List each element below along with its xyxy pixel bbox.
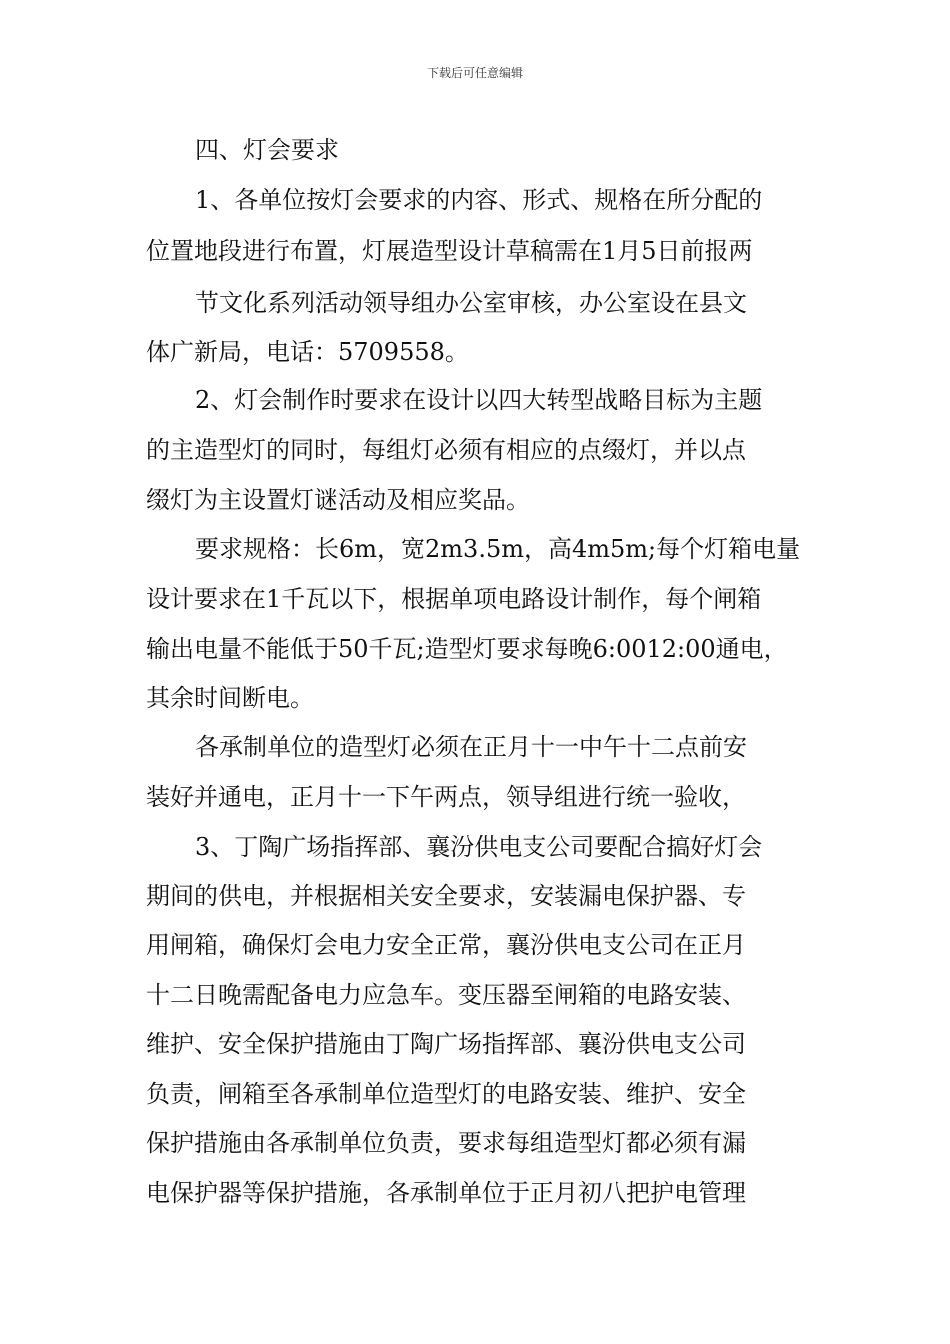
text-line: 负责，闸箱至各承制单位造型灯的电路安装、维护、安全 [146,1080,746,1108]
text-line: 设计要求在1千瓦以下，根据单项电路设计制作，每个闸箱 [146,585,762,613]
text-line: 位置地段进行布置，灯展造型设计草稿需在1月5日前报两 [146,237,753,265]
text-line: 期间的供电，并根据相关安全要求，安装漏电保护器、专 [146,882,746,910]
text-line: 的主造型灯的同时，每组灯必须有相应的点缀灯，并以点 [146,436,746,464]
text-line: 2、灯会制作时要求在设计以四大转型战略目标为主题 [195,386,763,414]
text-line: 要求规格：长6m，宽2m3.5m，高4m5m;每个灯箱电量 [195,535,801,563]
text-line: 电保护器等保护措施，各承制单位于正月初八把护电管理 [146,1179,746,1207]
text-line: 用闸箱，确保灯会电力安全正常，襄汾供电支公司在正月 [146,931,746,959]
text-line: 装好并通电，正月十一下午两点，领导组进行统一验收， [146,783,746,811]
text-line: 各承制单位的造型灯必须在正月十一中午十二点前安 [195,733,747,761]
text-line: 十二日晚需配备电力应急车。变压器至闸箱的电路安装、 [146,981,746,1009]
text-line: 体广新局，电话：5709558。 [146,338,469,366]
section-heading: 四、灯会要求 [195,136,339,164]
text-line: 其余时间断电。 [146,684,314,712]
text-line: 3、丁陶广场指挥部、襄汾供电支公司要配合搞好灯会 [195,833,763,861]
text-line: 1、各单位按灯会要求的内容、形式、规格在所分配的 [195,186,763,214]
text-line: 节文化系列活动领导组办公室审核，办公室设在县文 [195,289,747,317]
page-header: 下载后可任意编辑 [426,66,523,80]
text-line: 缀灯为主设置灯谜活动及相应奖品。 [146,486,530,514]
text-line: 输出电量不能低于50千瓦;造型灯要求每晚6:0012:00通电， [146,635,788,663]
text-line: 保护措施由各承制单位负责，要求每组造型灯都必须有漏 [146,1129,746,1157]
text-line: 维护、安全保护措施由丁陶广场指挥部、襄汾供电支公司 [146,1030,746,1058]
